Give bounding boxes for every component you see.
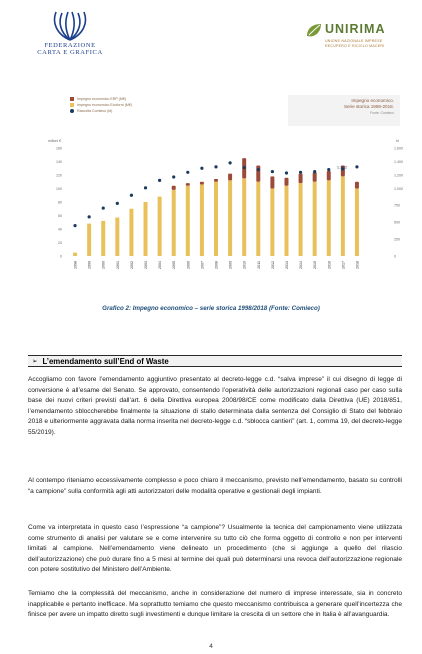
- unirima-logo: [305, 22, 389, 56]
- point-raccolta: [116, 202, 119, 205]
- bar-ecoform: [256, 182, 260, 256]
- point-raccolta: [327, 168, 330, 171]
- bar-ecoform: [158, 197, 162, 256]
- right-tick-label: 250: [394, 237, 400, 242]
- bar-ecoform: [327, 180, 331, 256]
- left-tick-label: 80: [58, 200, 62, 205]
- bar-ecoform: [200, 184, 204, 256]
- paragraph-1: Accogliamo con favore l’emendamento aggiuntivo presentato al decreto-legge c.d. “salva imprese” il cui disegno di legge di conversione è all’esame del Senato. Se approvato, consentendo l’operatività delle autorizzazioni regionali caso per caso sulla base dei nuovi criteri previsti dall’art. 6 della Direttiva europea 2008/98/CE come modificato dalla Direttiva (UE) 2018/851, l’emendamento sbloccherebbe finalmente la situazione di stallo determinata dalla sentenza del Consiglio di Stato del febbraio 2018 e ulteriormente aggravata dalla norma inserita nel decreto-legge c.d. “sblocca cantieri” (art. 1, comma 19, del decreto-legge 55/2019).: [28, 376, 402, 436]
- right-tick-label: 1.600: [394, 146, 403, 151]
- point-raccolta: [243, 166, 246, 169]
- logo-line-2: CARTA E GRAFICA: [37, 49, 103, 56]
- point-raccolta: [285, 171, 288, 174]
- left-tick-label: 120: [56, 173, 62, 178]
- bar-ecoform: [73, 253, 77, 256]
- chart-caption: Grafico 2: Impegno economico – serie storica 1998/2018 (Fonte: Comieco): [102, 305, 320, 312]
- impegno-chart: [44, 82, 403, 296]
- x-tick-label: 2009: [228, 261, 233, 269]
- left-axis-label: milioni €: [48, 139, 62, 143]
- section-heading: [28, 355, 402, 367]
- x-tick-label: 2003: [144, 261, 149, 269]
- chart-plot: [44, 132, 403, 292]
- point-raccolta: [102, 206, 105, 209]
- point-raccolta: [299, 171, 302, 174]
- x-tick-label: 2002: [129, 261, 134, 269]
- right-tick-label: 0: [394, 254, 396, 259]
- bar-erp: [284, 178, 288, 186]
- x-tick-label: 2017: [341, 261, 346, 269]
- left-tick-label: 40: [58, 227, 62, 232]
- unirima-subtitle-2: RECUPERO E RICICLO MACERI: [325, 44, 385, 48]
- left-tick-label: 60: [58, 213, 62, 218]
- point-raccolta: [257, 168, 260, 171]
- x-tick-label: 2010: [242, 261, 247, 269]
- x-tick-label: 2005: [172, 261, 177, 269]
- right-tick-label: 1.400: [394, 159, 403, 164]
- unirima-wordmark: UNIRIMA: [325, 22, 386, 36]
- page-number: 4: [209, 643, 213, 650]
- point-raccolta: [214, 165, 217, 168]
- bar-ecoform: [214, 182, 218, 256]
- x-tick-label: 1998: [73, 261, 78, 269]
- x-tick-label: 2015: [313, 261, 318, 269]
- bar-ecoform: [87, 224, 91, 256]
- bar-erp: [256, 166, 260, 182]
- left-tick-label: 20: [58, 240, 62, 245]
- section-title: L’emendamento sull’End of Waste: [42, 356, 169, 366]
- point-raccolta: [144, 186, 147, 189]
- bar-erp: [270, 176, 274, 188]
- bar-ecoform: [129, 209, 133, 256]
- paragraph-4: Temiamo che la complessità del meccanismo, anche in considerazione del numero di imprese interessate, sia in concreto inapplicabile e pertanto inefficace. Ma soprattutto temiamo che questo meccanismo contribuisca a generare quell’incertezza che finisce per avere un impatto diretto sugli investimenti e dunque limitare la crescita di un settore che in Italia è all’avanguardia.: [28, 590, 402, 619]
- point-raccolta: [88, 215, 91, 218]
- federazione-emblem-icon: [48, 8, 92, 42]
- bar-ecoform: [172, 190, 176, 256]
- x-tick-label: 2016: [327, 261, 332, 269]
- left-tick-label: 160: [56, 146, 62, 151]
- right-tick-label: 1.200: [394, 173, 403, 178]
- point-raccolta: [186, 171, 189, 174]
- point-raccolta: [158, 179, 161, 182]
- x-tick-label: 2000: [101, 261, 106, 269]
- point-raccolta: [313, 170, 316, 173]
- right-tick-label: 1.000: [394, 186, 403, 191]
- legend-label: Impegno economico ERP (M€): [77, 97, 127, 101]
- legend-label: Impegno economico Ecoform (M€): [77, 103, 133, 107]
- right-tick-label: 750: [394, 203, 400, 208]
- chart-legend: [70, 96, 132, 114]
- bar-ecoform: [228, 180, 232, 256]
- legend-item: [70, 108, 132, 114]
- bar-ecoform: [341, 176, 345, 256]
- bar-erp: [228, 174, 232, 181]
- bar-erp: [313, 172, 317, 181]
- recycle-leaf-icon: [305, 22, 323, 40]
- left-tick-label: 100: [56, 186, 62, 191]
- bar-ecoform: [186, 186, 190, 256]
- bar-ecoform: [101, 221, 105, 256]
- arrow-bullet-icon: ➢: [32, 358, 38, 365]
- bar-erp: [299, 174, 303, 183]
- bar-erp: [355, 182, 359, 189]
- bar-ecoform: [355, 189, 359, 257]
- bar-ecoform: [284, 186, 288, 256]
- x-tick-label: 2013: [284, 261, 289, 269]
- federazione-logo: [34, 8, 106, 62]
- bar-ecoform: [270, 189, 274, 257]
- legend-label: Raccolta Comieco (kt): [77, 109, 113, 113]
- legend-swatch-raccolta: [70, 109, 74, 113]
- x-tick-label: 2001: [115, 261, 120, 269]
- legend-swatch-erp: [70, 97, 74, 101]
- left-tick-label: 140: [56, 159, 62, 164]
- x-tick-label: 2011: [256, 261, 261, 269]
- x-tick-label: 2008: [214, 261, 219, 269]
- chart-source: Fonte: Comieco: [370, 111, 394, 115]
- point-raccolta: [130, 194, 133, 197]
- legend-swatch-ecoform: [70, 103, 74, 107]
- bar-ecoform: [313, 182, 317, 256]
- point-raccolta: [228, 161, 231, 164]
- chart-subtitle: Serie storica 1998-2018.: [343, 104, 394, 109]
- bar-ecoform: [115, 218, 119, 256]
- chart-title: Impegno economico.: [351, 98, 394, 103]
- bar-erp: [172, 186, 176, 190]
- point-raccolta: [172, 175, 175, 178]
- bar-erp: [200, 182, 204, 185]
- bar-erp: [214, 179, 218, 182]
- unirima-subtitle-1: UNIONE NAZIONALE IMPRESE: [325, 39, 383, 43]
- chart-title-box: [288, 95, 400, 126]
- bar-ecoform: [299, 183, 303, 256]
- right-tick-label: 500: [394, 220, 400, 225]
- bar-ecoform: [144, 202, 148, 256]
- point-raccolta: [271, 170, 274, 173]
- x-tick-label: 2007: [200, 261, 205, 269]
- paragraph-2: Al contempo riteniamo eccessivamente complesso e poco chiaro il meccanismo, previsto nell’emendamento, basato su controlli “a campione” sulla conformità agli atti autorizzatori delle modalità operative e gestionali degli impianti.: [28, 477, 402, 495]
- point-raccolta: [73, 224, 76, 227]
- x-tick-label: 2018: [355, 261, 360, 269]
- logo-line-1: FEDERAZIONE: [44, 42, 96, 49]
- data-annotation: 1.342: [336, 164, 347, 170]
- left-tick-label: 0: [60, 254, 62, 259]
- x-tick-label: 2012: [270, 261, 275, 269]
- point-raccolta: [355, 165, 358, 168]
- x-tick-label: 2014: [299, 261, 304, 269]
- point-raccolta: [200, 167, 203, 170]
- bar-erp: [327, 171, 331, 180]
- bar-ecoform: [242, 178, 246, 256]
- right-axis-label: kt: [396, 139, 399, 143]
- x-tick-label: 2004: [158, 261, 163, 269]
- paragraph-3: Come va interpretata in questo caso l’espressione “a campione”? Usualmente la tecnica del campionamento viene utilizzata come strumento di analisi per valutare se e come intervenire su tutto ciò che forma oggetto di controllo e non per interventi limitati al campione. Nell’emendamento viene delineato un procedimento (che si aggiunge a quello del rilascio dell’autorizzazione) che può durare fino a 5 mesi al termine dei quali può determinarsi una revoca dell’autorizzazione regionale con potere sostitutivo del Ministero dell’Ambiente.: [28, 524, 402, 574]
- x-tick-label: 2006: [186, 261, 191, 269]
- bar-erp: [186, 183, 190, 186]
- x-tick-label: 1999: [87, 261, 92, 269]
